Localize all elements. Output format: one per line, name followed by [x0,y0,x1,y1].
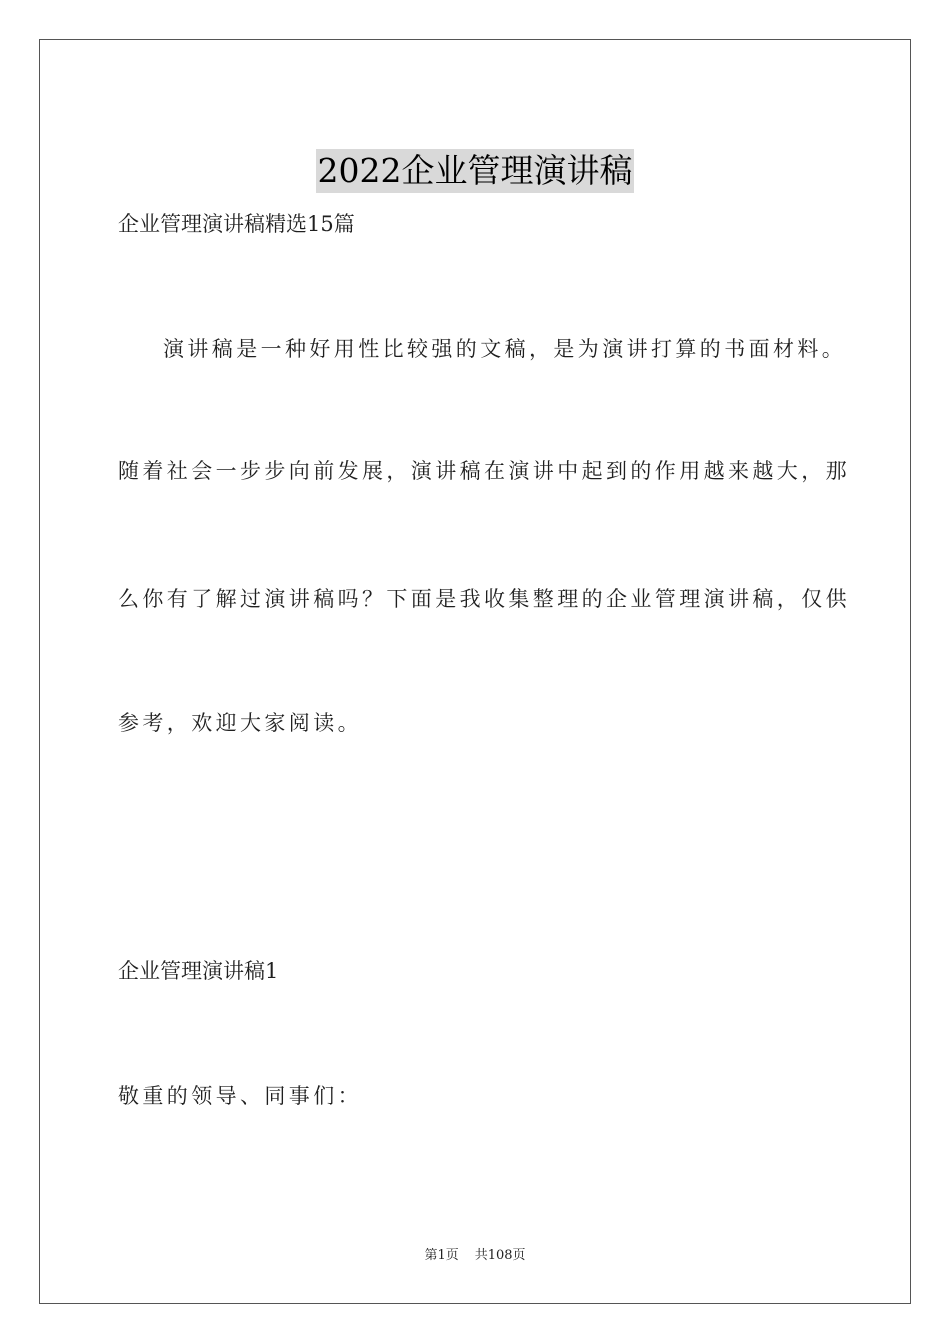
document-title: 2022企业管理演讲稿 [316,149,635,193]
page-total: 共108页 [474,1248,526,1263]
section-heading: 企业管理演讲稿1 [118,959,279,983]
intro-line-2: 随着社会一步步向前发展，演讲稿在演讲中起到的作用越来越大，那 [118,459,850,483]
salutation: 敬重的领导、同事们： [118,1084,362,1108]
page-footer [0,1247,950,1265]
document-subtitle: 企业管理演讲稿精选15篇 [118,212,355,236]
intro-line-4: 参考，欢迎大家阅读。 [118,711,362,735]
intro-line-3: 么你有了解过演讲稿吗？下面是我收集整理的企业管理演讲稿，仅供 [118,587,850,611]
intro-line-1: 演讲稿是一种好用性比较强的文稿，是为演讲打算的书面材料。 [163,337,847,361]
page-number: 第1页 [424,1248,459,1263]
title-container [0,127,950,215]
